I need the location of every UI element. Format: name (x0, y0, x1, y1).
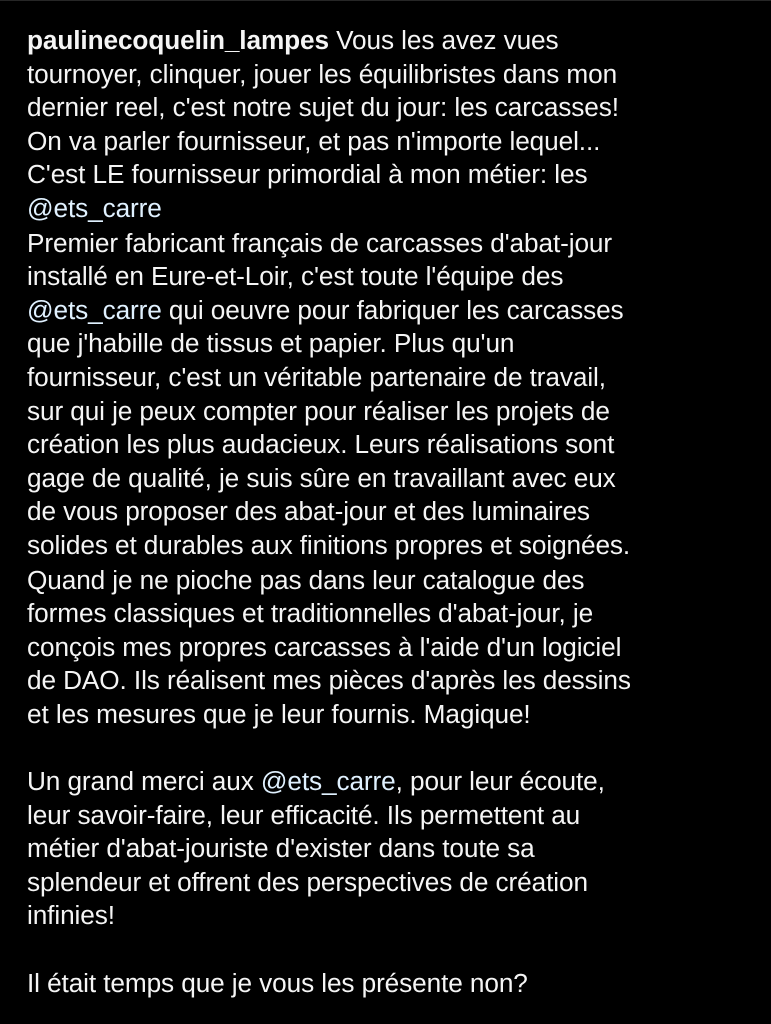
caption-line (27, 24, 767, 58)
caption-line: création les plus audacieux. Leurs réalisations sont (27, 429, 615, 460)
caption-line: Quand je ne pioche pas dans leur catalogue des (27, 564, 585, 595)
caption-line: gage de qualité, je suis sûre en travaillant avec eux (27, 462, 616, 493)
caption-line (27, 294, 767, 328)
caption-paragraph-3 (27, 564, 767, 732)
caption-line: splendeur et offrent des perspectives de création (27, 866, 588, 897)
mention-link-ets-carre[interactable]: @ets_carre (260, 766, 396, 797)
paragraph-gap (27, 933, 767, 967)
mention-link-ets-carre[interactable]: @ets_carre (27, 192, 162, 223)
caption-line: C'est LE fournisseur primordial à mon métier: les (27, 159, 588, 190)
caption-line: de vous proposer des abat-jour et des luminaires (27, 496, 590, 527)
mention-link-ets-carre[interactable]: @ets_carre (27, 294, 162, 325)
caption-line: sur qui je peux compter pour réaliser les projets de (27, 395, 610, 426)
caption-line: dernier reel, c'est notre sujet du jour: les carcasses! (27, 92, 619, 123)
caption-paragraph-2 (27, 227, 767, 563)
caption-line (27, 192, 767, 226)
post-caption (27, 24, 767, 1000)
caption-paragraph-4 (27, 765, 767, 933)
caption-text: , pour leur écoute, (395, 766, 605, 797)
caption-text: qui oeuvre pour fabriquer les carcasses (161, 294, 624, 325)
caption-line: installé en Eure-et-Loir, c'est toute l'équipe des (27, 261, 564, 292)
paragraph-gap (27, 731, 767, 765)
caption-line (27, 765, 767, 799)
caption-line: infinies! (27, 900, 115, 931)
caption-line: Premier fabricant français de carcasses d'abat-jour (27, 227, 613, 258)
caption-line: fournisseur, c'est un véritable partenaire de travail, (27, 361, 606, 392)
caption-text: Vous les avez vues (328, 25, 559, 55)
caption-paragraph-1 (27, 24, 767, 226)
username-link[interactable]: paulinecoquelin_lampes (27, 25, 329, 55)
caption-line: solides et durables aux finitions propres et soignées. (27, 529, 631, 560)
caption-line: tournoyer, clinquer, jouer les équilibristes dans mon (27, 58, 618, 89)
caption-line: leur savoir-faire, leur efficacité. Ils permettent au (27, 799, 581, 830)
caption-text: Un grand merci aux (27, 766, 261, 797)
caption-paragraph-5 (27, 967, 767, 1001)
caption-line: On va parler fournisseur, et pas n'importe lequel... (27, 125, 601, 156)
caption-line: formes classiques et traditionnelles d'abat-jour, je (27, 598, 594, 629)
caption-line: et les mesures que je leur fournis. Magique! (27, 698, 531, 729)
caption-line: conçois mes propres carcasses à l'aide d'un logiciel (27, 631, 622, 662)
caption-line: métier d'abat-jouriste d'exister dans toute sa (27, 833, 535, 864)
caption-line: Il était temps que je vous les présente non? (27, 967, 528, 998)
top-divider (0, 0, 771, 1)
caption-line: de DAO. Ils réalisent mes pièces d'après les dessins (27, 665, 631, 696)
caption-line: que j'habille de tissus et papier. Plus qu'un (27, 328, 515, 359)
